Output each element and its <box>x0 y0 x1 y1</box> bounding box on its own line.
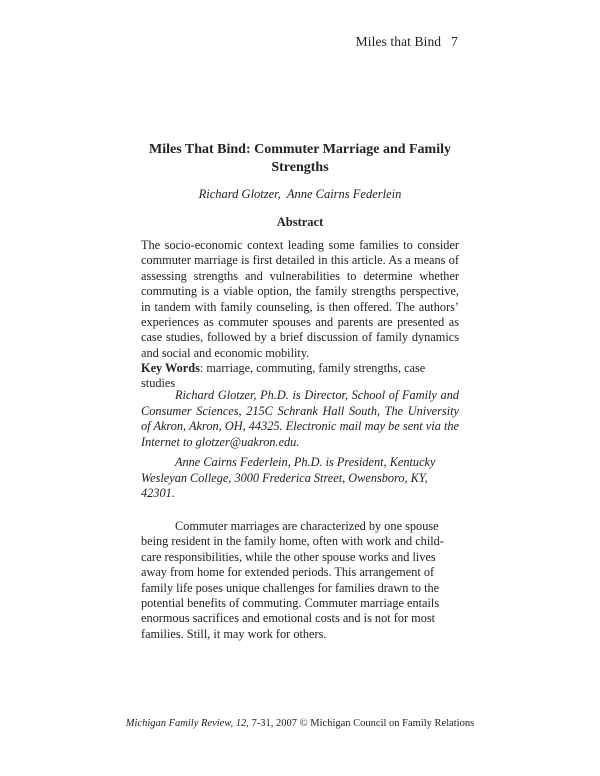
running-header <box>356 34 458 50</box>
author-2: Anne Cairns Federlein <box>286 187 402 201</box>
author-line <box>140 187 460 202</box>
footer-citation: 7-31, 2007 © Michigan Council on Family Relations <box>248 718 475 729</box>
author-affiliation-1: Richard Glotzer, Ph.D. is Director, School of Family and Consumer Sciences, 215C Schrank Hall South, The University of Akron, Akron, OH, 44325. Electronic mail may be sent via the Internet to glotzer@uakron.edu. <box>141 388 459 449</box>
author-1: Richard Glotzer, <box>198 187 281 201</box>
article-title: Miles That Bind: Commuter Marriage and Family Strengths <box>148 142 452 175</box>
running-title: Miles that Bind <box>355 34 442 49</box>
keywords-label: Key Words <box>141 361 200 375</box>
page-footer <box>100 718 500 729</box>
abstract-heading: Abstract <box>276 215 324 229</box>
keywords-list: : marriage, commuting, family strengths, case studies <box>141 361 426 391</box>
page-number: 7 <box>451 34 458 49</box>
abstract-text: The socio-economic context leading some families to consider commuter marriage is first detailed in this article. As a means of assessing strengths and vulnerabilities to determine whether commuting is a viable option, the family strengths perspective, in tandem with family counseling, is then offered. The authors’ experiences as commuter spouses and parents are presented as case studies, followed by a brief discussion of family dynamics and social and economic mobility. <box>141 238 459 360</box>
journal-name: Michigan Family Review, 12, <box>125 718 249 729</box>
body-paragraph: Commuter marriages are characterized by one spouse being resident in the family home, often with work and child-care responsibilities, while the other spouse works and lives away from home for extended periods. This arrangement of family life poses unique challenges for families drawn to the potential benefits of commuting. Commuter marriage entails enormous sacrifices and emotional costs and is not for most families. Still, it may work for others. <box>141 519 444 641</box>
author-affiliation-2: Anne Cairns Federlein, Ph.D. is President, Kentucky Wesleyan College, 3000 Frederica Street, Owensboro, KY, 42301. <box>141 455 436 501</box>
